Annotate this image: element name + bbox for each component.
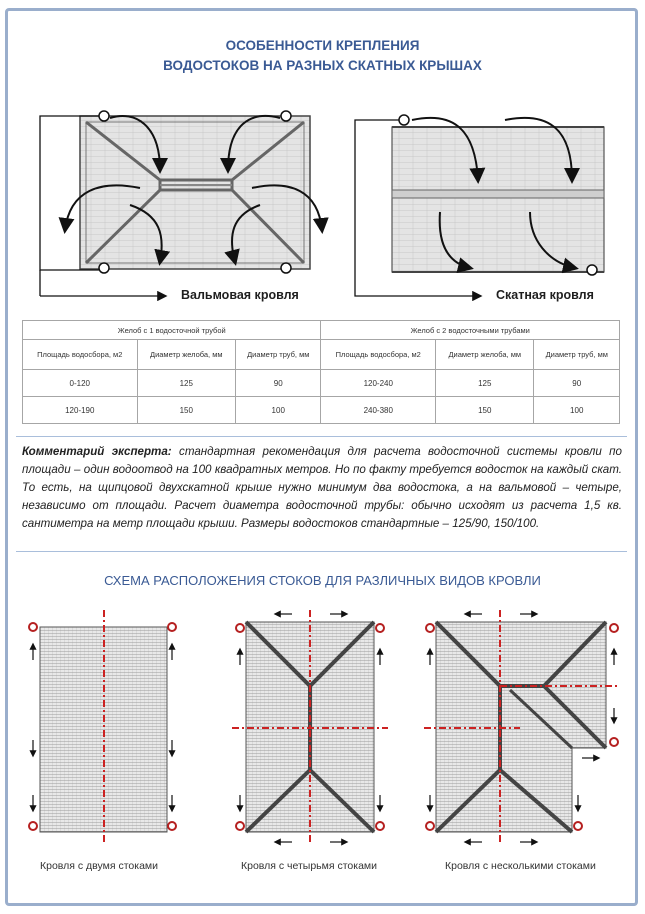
table-cell: 150 bbox=[436, 397, 534, 424]
table-cell: 150 bbox=[137, 397, 235, 424]
hip-roof-label: Вальмовая кровля bbox=[181, 288, 299, 302]
caption-two-drains: Кровля с двумя стоками bbox=[40, 860, 158, 872]
table-cell: 120-190 bbox=[23, 397, 138, 424]
table-cell: 125 bbox=[436, 370, 534, 397]
table-cell: 100 bbox=[236, 397, 321, 424]
table-group-2: Желоб с 2 водосточными трубами bbox=[321, 321, 620, 340]
expert-comment bbox=[22, 443, 622, 533]
table-cell: 125 bbox=[137, 370, 235, 397]
two-drains-roof bbox=[29, 610, 176, 845]
gable-roof-label: Скатная кровля bbox=[496, 288, 594, 302]
gutter-spec-table bbox=[22, 320, 620, 424]
table-cell: 90 bbox=[534, 370, 620, 397]
table-header: Диаметр желоба, мм bbox=[137, 340, 235, 370]
table-header: Площадь водосбора, м2 bbox=[321, 340, 436, 370]
comment-text: стандартная рекомендация для расчета водосточной системы кровли по площади – один водоотвод на 100 квадратных метров. Но по факту требуется водосток на каждый скат. То есть, на щипцовой двухскатной крыше нужно минимум два водостока, а на вальмовой – четыре, независимо от площади. Расчет диаметра водосточной трубы: обычно исходят из расчета 1,5 кв. сантиметра на метр площади крыши. Размеры водостоков стандартные – 125/90, 150/100. bbox=[22, 445, 622, 530]
table-header: Диаметр желоба, мм bbox=[436, 340, 534, 370]
table-cell: 0-120 bbox=[23, 370, 138, 397]
table-header: Диаметр труб, мм bbox=[534, 340, 620, 370]
several-drains-roof bbox=[424, 610, 620, 845]
comment-lead: Комментарий эксперта: bbox=[22, 445, 172, 458]
table-cell: 240-380 bbox=[321, 397, 436, 424]
table-row bbox=[23, 370, 620, 397]
table-header: Диаметр труб, мм bbox=[236, 340, 321, 370]
caption-several-drains: Кровля с несколькими стоками bbox=[445, 860, 596, 872]
schema-title: СХЕМА РАСПОЛОЖЕНИЯ СТОКОВ ДЛЯ РАЗЛИЧНЫХ ВИДОВ КРОВЛИ bbox=[104, 573, 541, 588]
hip-roof-diagram bbox=[40, 111, 322, 296]
page-title-line2: ВОДОСТОКОВ НА РАЗНЫХ СКАТНЫХ КРЫШАХ bbox=[163, 58, 482, 73]
table-cell: 120-240 bbox=[321, 370, 436, 397]
caption-four-drains: Кровля с четырьмя стоками bbox=[241, 860, 378, 872]
table-cell: 90 bbox=[236, 370, 321, 397]
gable-roof-diagram bbox=[355, 115, 604, 296]
table-row bbox=[23, 397, 620, 424]
table-cell: 100 bbox=[534, 397, 620, 424]
table-header: Площадь водосбора, м2 bbox=[23, 340, 138, 370]
page-title-line1: ОСОБЕННОСТИ КРЕПЛЕНИЯ bbox=[225, 38, 420, 53]
table-group-1: Желоб с 1 водосточной трубой bbox=[23, 321, 321, 340]
four-drains-roof bbox=[232, 610, 388, 845]
